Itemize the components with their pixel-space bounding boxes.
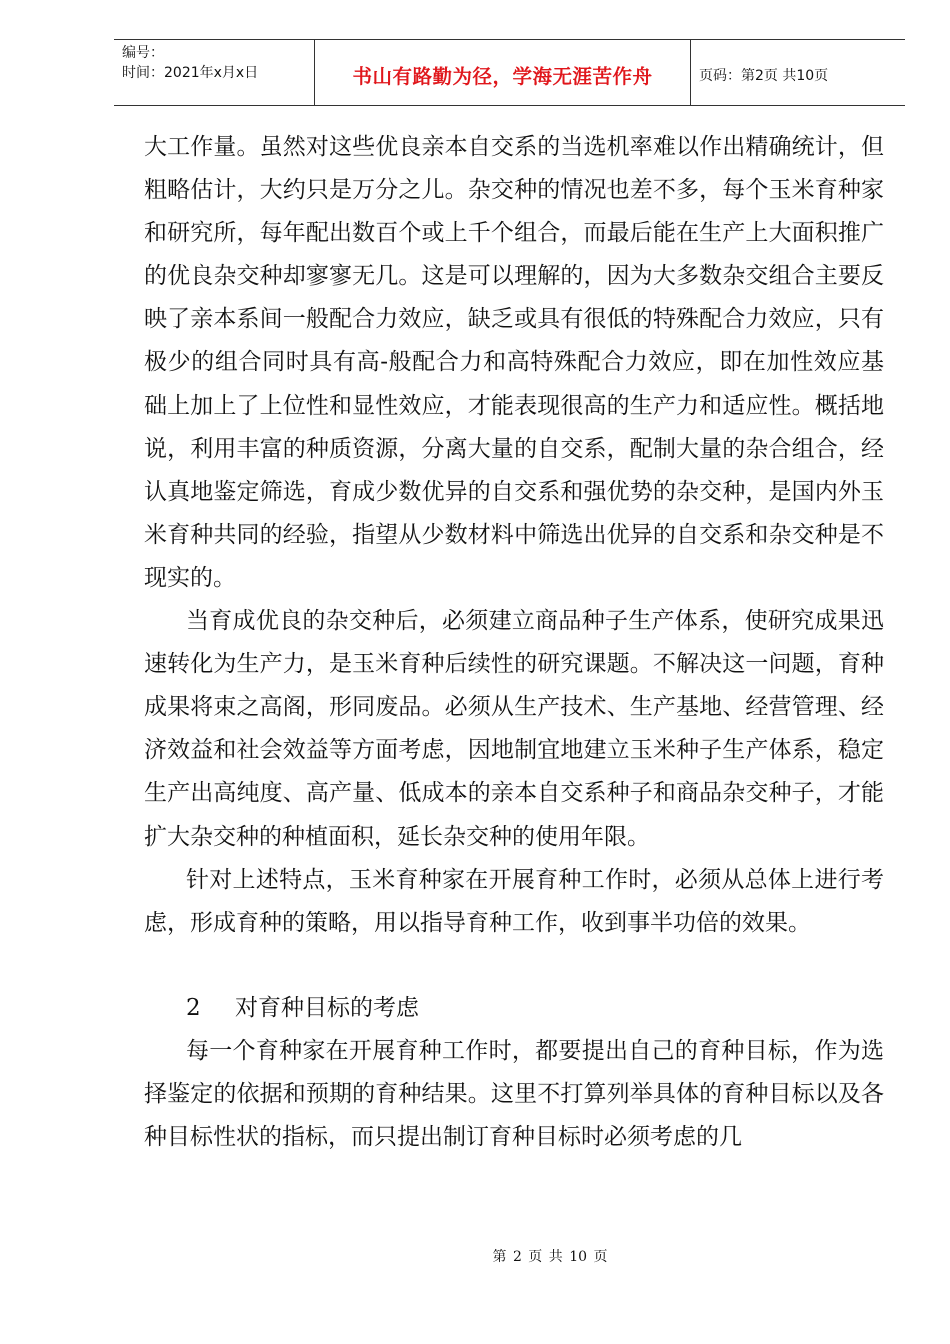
document-time-label: 时间：2021年x月x日: [122, 65, 259, 81]
header-page-number: 页码：第2页 共10页: [699, 67, 829, 84]
body-paragraph: 每一个育种家在开展育种工作时，都要提出自己的育种目标，作为选择鉴定的依据和预期的育种结果。这里不打算列举具体的育种目标以及各种目标性状的指标，而只提出制订育种目标时必须考虑的几: [144, 1037, 884, 1151]
document-number-label: 编号：: [122, 45, 164, 61]
section-number: 2: [186, 994, 201, 1021]
page-footer: 第 2 页 共 10 页: [492, 1249, 608, 1265]
section-heading: [144, 987, 884, 1030]
page-header: [114, 39, 905, 106]
header-meta-cell: [114, 40, 315, 105]
body-paragraph-continued: 大工作量。虽然对这些优良亲本自交系的当选机率难以作出精确统计，但粗略估计，大约只是万分之儿。杂交种的情况也差不多，每个玉米育种家和研究所，每年配出数百个或上千个组合，而最后能在生产上大面积推广的优良杂交种却寥寥无几。这是可以理解的，因为大多数杂交组合主要反映了亲本系间一般配合力效应，缺乏或具有很低的特殊配合力效应，只有极少的组合同时具有高-般配合力和高特殊配合力效应，即在加性效应基础上加上了上位性和显性效应，才能表现很高的生产力和适应性。概括地说，利用丰富的种质资源，分离大量的自交系，配制大量的杂合组合，经认真地鉴定筛选，育成少数优异的自交系和强优势的杂交种，是国内外玉米育种共同的经验，指望从少数材料中筛选出优异的自交系和杂交种是不现实的。: [144, 134, 884, 591]
header-motto: 书山有路勤为径，学海无涯苦作舟: [352, 64, 653, 88]
header-motto-cell: [315, 40, 691, 105]
document-body: [144, 126, 884, 1159]
body-paragraph: 当育成优良的杂交种后，必须建立商品种子生产体系，使研究成果迅速转化为生产力，是玉米育种后续性的研究课题。不解决这一问题，育种成果将束之高阁，形同废品。必须从生产技术、生产基地、经营管理、经济效益和社会效益等方面考虑，因地制宜地建立玉米种子生产体系，稳定生产出高纯度、高产量、低成本的亲本自交系种子和商品杂交种子，才能扩大杂交种的种植面积，延长杂交种的使用年限。: [144, 608, 884, 850]
header-page-cell: [691, 40, 905, 105]
section-title: 对育种目标的考虑: [235, 994, 419, 1021]
body-paragraph: 针对上述特点，玉米育种家在开展育种工作时，必须从总体上进行考虑，形成育种的策略，用以指导育种工作，收到事半功倍的效果。: [144, 866, 884, 936]
